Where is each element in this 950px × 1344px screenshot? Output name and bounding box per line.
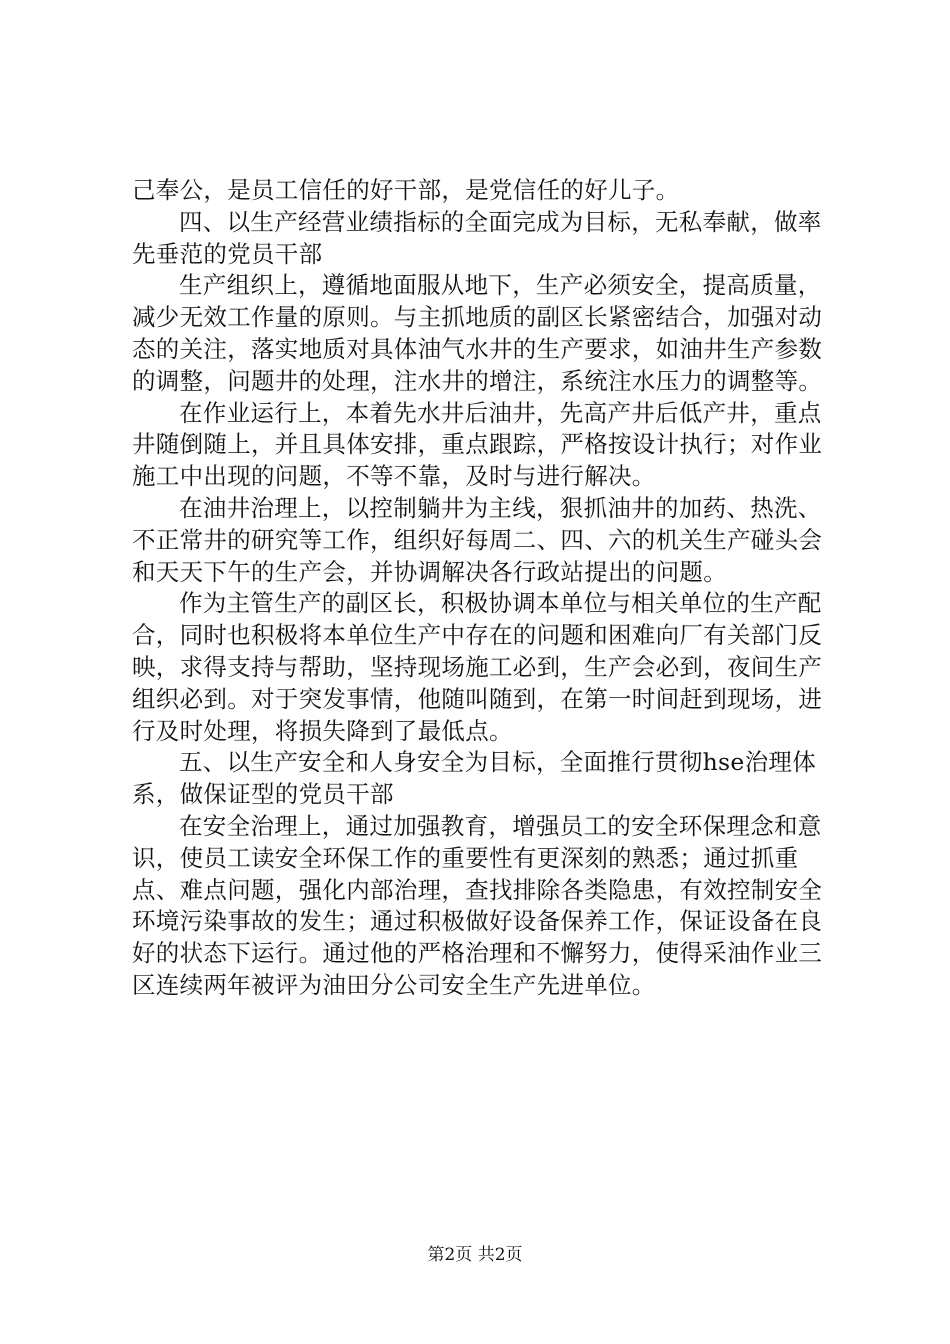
page-footer [0, 1244, 950, 1266]
section-heading-four: 四、以生产经营业绩指标的全面完成为目标，无私奉献，做率先垂范的党员干部 [132, 207, 822, 268]
page-number-label: 第2页 共2页 [427, 1245, 523, 1265]
paragraph-continuation: 己奉公，是员工信任的好干部，是党信任的好儿子。 [132, 176, 680, 204]
paragraph-well-management: 在油井治理上，以控制躺井为主线，狠抓油井的加药、热洗、不正常井的研究等工作，组织好每周二、四、六的机关生产碰头会和天天下午的生产会，并协调解决各行政站提出的问题。 [132, 493, 823, 586]
paragraph-operation: 在作业运行上，本着先水井后油井，先高产井后低产井，重点井随倒随上，并且具体安排，重点跟踪，严格按设计执行；对作业施工中出现的问题，不等不靠，及时与进行解决。 [132, 398, 823, 491]
document-body [132, 175, 832, 1002]
paragraph-production-organization: 生产组织上，遵循地面服从地下，生产必须安全，提高质量，减少无效工作量的原则。与主抓地质的副区长紧密结合，加强对动态的关注，落实地质对具体油气水井的生产要求，如油井生产参数的调整，问题井的处理，注水井的增注，系统注水压力的调整等。 [132, 271, 823, 395]
paragraph-deputy-role: 作为主管生产的副区长，积极协调本单位与相关单位的生产配合，同时也积极将本单位生产中存在的问题和困难向厂有关部门反映，求得支持与帮助，坚持现场施工必到，生产会必到，夜间生产组织必到。对于突发事情，他随叫随到，在第一时间赶到现场，进行及时处理，将损失降到了最低点。 [132, 589, 823, 745]
section-heading-five: 五、以生产安全和人身安全为目标，全面推行贯彻hse治理体系，做保证型的党员干部 [132, 748, 817, 809]
paragraph-safety-management: 在安全治理上，通过加强教育，增强员工的安全环保理念和意识，使员工读安全环保工作的重要性有更深刻的熟悉；通过抓重点、难点问题，强化内部治理，查找排除各类隐患，有效控制安全环境污染事故的发生；通过积极做好设备保养工作，保证设备在良好的状态下运行。通过他的严格治理和不懈努力，使得采油作业三区连续两年被评为油田分公司安全生产先进单位。 [132, 811, 823, 999]
